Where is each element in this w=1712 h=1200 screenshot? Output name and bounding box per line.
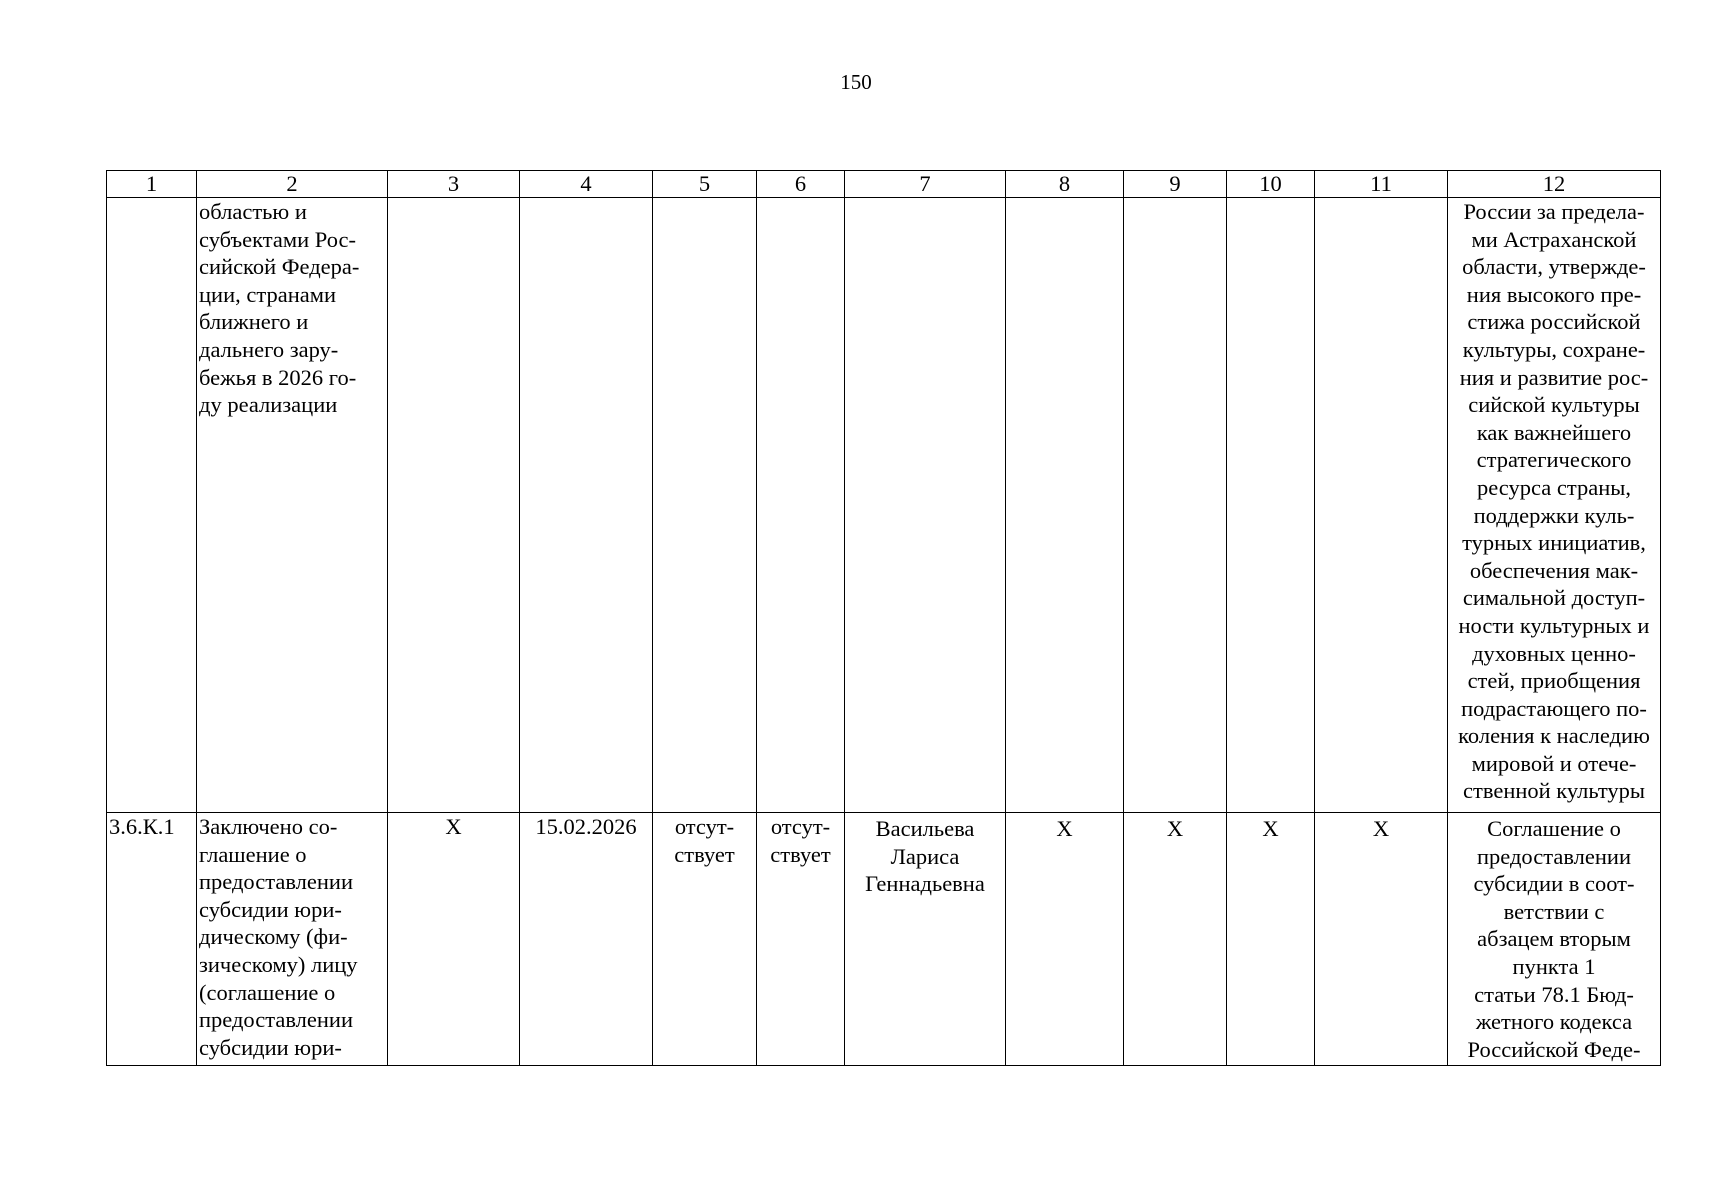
cell-responsible (845, 198, 1006, 813)
cell-date (520, 198, 653, 813)
column-header-2: 2 (197, 171, 388, 198)
column-header-9: 9 (1124, 171, 1227, 198)
cell-responsible: Васильева Лариса Геннадьевна (845, 813, 1006, 1066)
cell-col11: X (1315, 813, 1448, 1066)
cell-col3 (388, 198, 520, 813)
cell-result: России за предела- ми Астраханской области, утвержде- ния высокого пре- стижа российской культуры, сохране- ния и развитие рос- сийской культуры как важнейшего стратегического ресурса страны, поддержки куль- турных инициатив, обеспечения мак- симальной доступ- ности культурных и духовных ценно- стей, приобщения подрастающего по- коления к наследию мировой и отече- ственной культуры (1448, 198, 1661, 813)
cell-col8 (1006, 198, 1124, 813)
column-header-10: 10 (1227, 171, 1315, 198)
column-header-7: 7 (845, 171, 1006, 198)
column-header-5: 5 (653, 171, 757, 198)
page-number: 150 (840, 70, 872, 94)
cell-col8: X (1006, 813, 1124, 1066)
table-row (107, 198, 1661, 813)
cell-col11 (1315, 198, 1448, 813)
column-header-8: 8 (1006, 171, 1124, 198)
cell-number: 3.6.К.1 (107, 813, 197, 1066)
column-header-4: 4 (520, 171, 653, 198)
cell-col10: X (1227, 813, 1315, 1066)
column-number-header (107, 171, 1661, 198)
plan-table (106, 170, 1661, 1066)
cell-col9 (1124, 198, 1227, 813)
cell-col9: X (1124, 813, 1227, 1066)
table-row (107, 813, 1661, 1066)
column-header-1: 1 (107, 171, 197, 198)
cell-description: Заключено со- глашение о предоставлении субсидии юри- дическому (фи- зическому) лицу (соглашение о предоставлении субсидии юри- (197, 813, 388, 1066)
column-header-11: 11 (1315, 171, 1448, 198)
cell-col10 (1227, 198, 1315, 813)
cell-date: 15.02.2026 (520, 813, 653, 1066)
cell-col5: отсут- ствует (653, 813, 757, 1066)
cell-number (107, 198, 197, 813)
cell-col6: отсут- ствует (757, 813, 845, 1066)
cell-col5 (653, 198, 757, 813)
cell-col6 (757, 198, 845, 813)
column-header-12: 12 (1448, 171, 1661, 198)
cell-col3: X (388, 813, 520, 1066)
cell-result: Соглашение о предоставлении субсидии в соот- ветствии с абзацем вторым пункта 1 статьи 78.1 Бюд- жетного кодекса Российской Феде- (1448, 813, 1661, 1066)
column-header-3: 3 (388, 171, 520, 198)
column-header-6: 6 (757, 171, 845, 198)
cell-description: областью и субъектами Рос- сийской Федера- ции, странами ближнего и дальнего зару- бежья в 2026 го- ду реализации (197, 198, 388, 813)
